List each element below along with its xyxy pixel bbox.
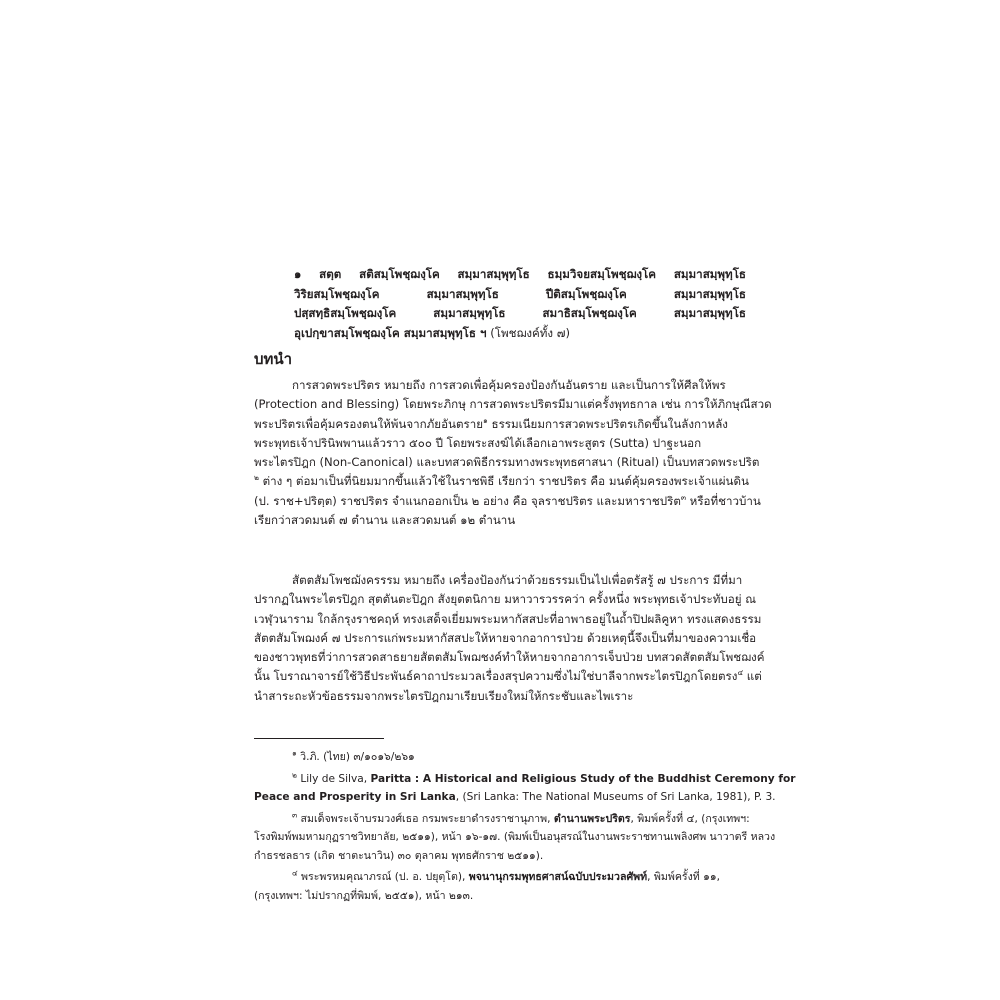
- paragraph-text: ธรรมเนียมการสวดพระปริตรเกิดขึ้นในลังกาหลัง: [487, 416, 728, 431]
- footnote-text: , (Sri Lanka: The National Museums of Sri Lanka, 1981), P. 3.: [455, 791, 776, 803]
- paragraph-line: สัตตสัมโพชฌังครรรม หมายถึง เครื่องป้องกันว่าด้วยธรรมเป็นไปเพื่อตรัสรู้ ๗ ประการ มีที่มา: [292, 573, 743, 587]
- paragraph-text: แต่: [743, 669, 762, 684]
- chant-line-last: [294, 324, 746, 344]
- lanna-line: [288, 204, 748, 238]
- footnote-ref[interactable]: ๒: [254, 473, 259, 483]
- footnote-line: โรงพิมพ์พมหามกุฏราชวิทยาลัย, ๒๕๑๑), หน้า ๑๖-๑๗. (พิมพ์เป็นอนุสรณ์ในงานพระราชทานเพลิงศพ นาวาตรี หลวง: [254, 831, 776, 843]
- paragraph-text: หรือที่ชาวบ้าน: [686, 493, 761, 508]
- paragraph-line: ปรากฏในพระไตรปิฎก สุตตันตะปิฎก สังยุตตนิกาย มหาวารวรรคว่า ครั้งหนึ่ง พระพุทธเจ้าประทับอยู่ ณ: [254, 592, 756, 607]
- footnote-book-title: Peace and Prosperity in Sri Lanka: [254, 791, 456, 803]
- paragraph-line: นำสาระถะหัวข้อธรรมจากพระไตรปิฎกมาเรียบเรียงใหม่ให้กระชับและไพเราะ: [254, 688, 634, 703]
- footnote-book-title: พจนานุกรมพุทธศาสน์ฉบับประมวลศัพท์: [468, 871, 648, 883]
- paragraph-text: ต่าง ๆ ต่อมาเป็นที่นิยมมากขึ้นแล้วใช้ในราชพิธี เรียกว่า ราชปริตร คือ มนต์คุ้มครองพระเจ้าแผ่นดิน: [258, 474, 749, 489]
- footnote-number: ๑: [292, 748, 297, 758]
- paragraph-line: พระไตรปิฎก (Non-Canonical) และบทสวดพิธีกรรมทางพระพุทธศาสนา (Ritual) เป็นบทสวดพระปริต: [254, 455, 760, 470]
- paragraph-line: เวฬุวนาราม ใกล้กรุงราชคฤห์ ทรงเสด็จเยี่ยมพระมหากัสสปะที่อาพาธอยู่ในถ้ำปิปผลิคูหา ทรงแสดงธรรม: [254, 611, 762, 626]
- footnote-line: [254, 810, 748, 829]
- paragraph-text: (ป. ราช+ปริตฺต) ราชปริตร จำแนกออกเป็น ๒ อย่าง คือ จุลราชปริตร และมหาราชปริต: [254, 493, 681, 508]
- chant-line-text: อุเปกฺขาสมฺโพชฺฌงฺโค สมฺมาสมฺพุทฺโธ ฯ: [294, 325, 487, 340]
- footnote-4: [254, 868, 748, 905]
- footnote-ref[interactable]: ๔: [737, 668, 744, 678]
- section-heading: บทนำ: [254, 350, 293, 368]
- paragraph-line: เรียกว่าสวดมนต์ ๗ ตำนาน และสวดมนต์ ๑๒ ตำนาน: [254, 513, 516, 528]
- paragraph-line: [254, 667, 762, 686]
- footnote-line: (กรุงเทพฯ: ไม่ปรากฏที่พิมพ์, ๒๕๕๑), หน้า ๒๑๓.: [254, 889, 474, 902]
- footnote-text: สมเด็จพระเจ้าบรมวงศ์เธอ กรมพระยาดำรงราชานุภาพ,: [297, 812, 554, 825]
- paragraph-line: พระพุทธเจ้าปรินิพพานแล้วราว ๕๐๐ ปี โดยพระสงฆ์ได้เลือกเอาพระสูตร (Sutta) ปาฐะนอก: [254, 435, 702, 450]
- lanna-line: [288, 170, 748, 204]
- lanna-script-block: [288, 136, 748, 272]
- chant-line: ปสฺสทฺธิสมฺโพชฺฌงฺโค สมฺมาสมฺพุทฺโธ สมาธิสมฺโพชฺฌงฺโค สมฺมาสมฺพุทฺโธ: [294, 306, 746, 320]
- footnotes: [254, 748, 796, 908]
- footnote-divider: [254, 738, 384, 739]
- footnote-text: พระพรหมคุณาภรณ์ (ป. อ. ปยุตฺโต),: [297, 871, 469, 883]
- footnote-text: Lily de Silva,: [296, 772, 371, 785]
- paragraph-line: สัตตสัมโพฌงค์ ๗ ประการแก่พระมหากัสสปะให้หายจากอาการป่วย ด้วยเหตุนี้จึงเป็นที่มาของความเชื่อ: [254, 630, 757, 645]
- chant-line: ๑ สตฺต สติสมฺโพชฺฌงฺโค สมฺมาสมฺพุทฺโธ ธมฺมวิจยสมฺโพชฺฌงฺโค สมฺมาสมฺพุทฺโธ: [294, 267, 746, 281]
- paragraph-text: พระปริตรเพื่อคุ้มครองตนให้พ้นจากภัยอันตราย: [254, 416, 484, 431]
- footnote-2: [254, 769, 796, 807]
- paragraph-line: [254, 415, 748, 434]
- paragraph-sattasambojjhanga: [254, 571, 765, 706]
- footnote-book-title: Paritta : A Historical and Religious Study of the Buddhist Ceremony for: [370, 772, 796, 785]
- footnote-number: ๒: [292, 769, 297, 779]
- chant-line: วิริยสมฺโพชฺฌงฺโค สมฺมาสมฺพุทฺโธ ปีติสมฺโพชฺฌงฺโค สมฺมาสมฺพุทฺโธ: [294, 286, 746, 301]
- footnote-line: [254, 868, 748, 887]
- paragraph-line: ของชาวพุทธที่ว่าการสวดสาธยายสัตตสัมโพฌชงค์ทำให้หายจากอาการเจ็บป่วย บทสวดสัตตสัมโพชฌงค์: [254, 650, 765, 665]
- footnote-number: ๔: [292, 868, 298, 878]
- footnote-3: [254, 809, 776, 866]
- footnote-ref[interactable]: ๑: [483, 415, 488, 425]
- footnote-ref[interactable]: ๓: [680, 492, 686, 502]
- footnote-line: [254, 748, 748, 767]
- paragraph-text: นั้น โบราณาจารย์ใช้วิธีประพันธ์คาถาประมวลเรื่องสรุปความซึ่งไม่ใช่บาลีจากพระไตรปิฎกโดยตรง: [254, 669, 738, 684]
- footnote-text: , พิมพ์ครั้งที่ ๔, (กรุงเทพฯ:: [630, 812, 750, 825]
- footnote-book-title: ตำนานพระปริตร: [553, 812, 631, 825]
- paragraph-line: (Protection and Blessing) โดยพระภิกษุ การสวดพระปริตรมีมาแต่ครั้งพุทธกาล เช่น การให้ภิกษุณีสวด: [254, 397, 772, 412]
- footnote-line: [254, 788, 776, 807]
- footnote-text: วิ.ภิ. (ไทย) ๓/๑๐๑๖/๒๖๑: [296, 751, 415, 763]
- paragraph-line: การสวดพระปริตร หมายถึง การสวดเพื่อคุ้มครองป้องกันอันตราย และเป็นการให้ศีลให้พร: [292, 378, 726, 392]
- paragraph-line: [254, 492, 761, 511]
- footnote-text: , พิมพ์ครั้งที่ ๑๑,: [647, 871, 720, 883]
- footnote-1: [254, 748, 748, 767]
- chant-transliteration: [294, 265, 746, 343]
- footnote-line: [254, 769, 796, 789]
- paragraph-intro: [254, 376, 772, 530]
- footnote-line: กำธรชลธาร (เกิด ชาตะนาวิน) ๓๐ ตุลาคม พุทธศักราช ๒๕๑๑).: [254, 849, 544, 862]
- footnote-number: ๓: [292, 809, 298, 819]
- lanna-line: [288, 136, 748, 170]
- paragraph-line: [254, 472, 748, 491]
- chant-tail: (โพชฌงค์ทั้ง ๗): [486, 325, 571, 340]
